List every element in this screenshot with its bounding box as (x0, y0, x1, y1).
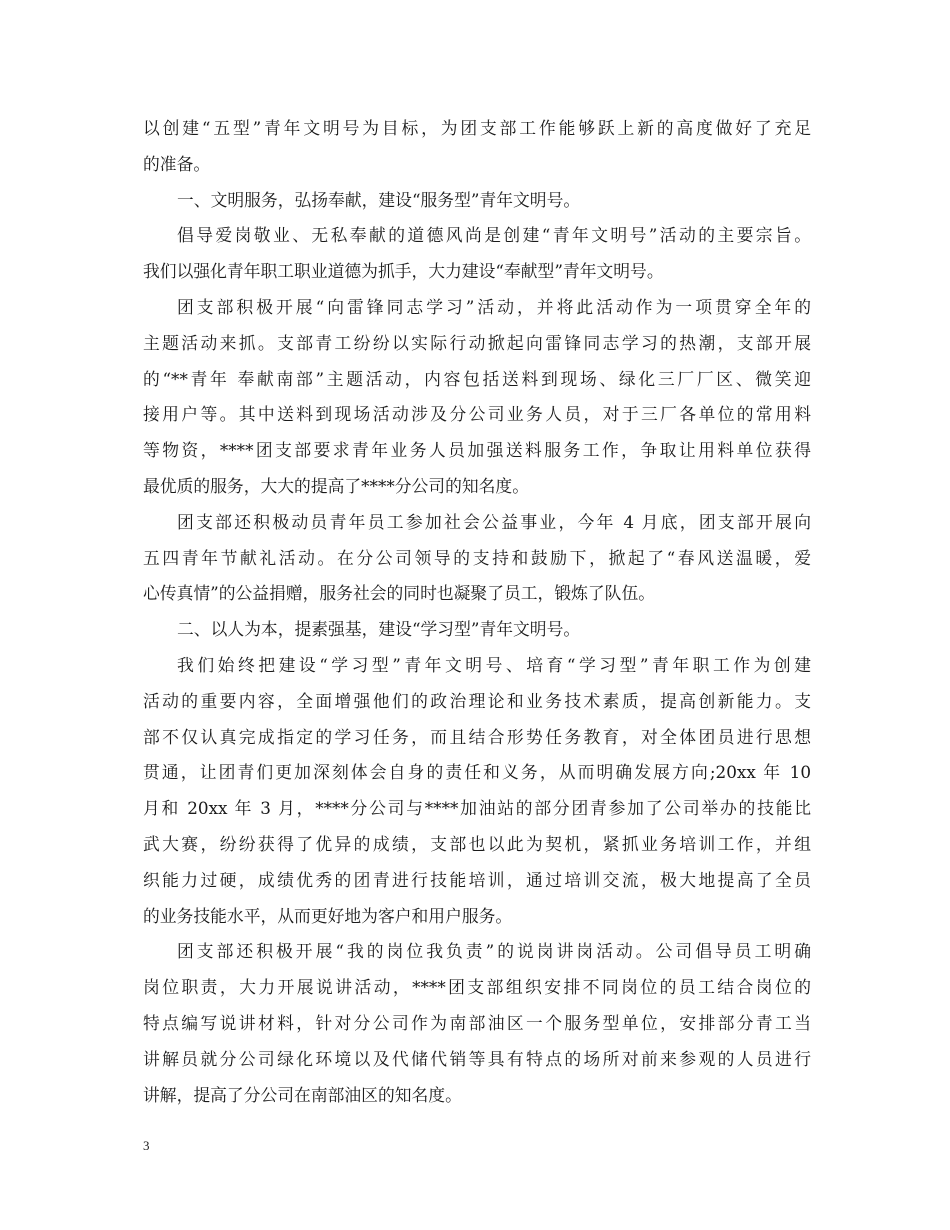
text-line (143, 433, 811, 469)
text-line-content: 二、以人为本，提素强基，建设“学习型”青年文明号。 (177, 619, 581, 640)
text-line-content: 活动的重要内容，全面增强他们的政治理论和业务技术素质，提高创新能力。支 (143, 690, 811, 711)
text-line (143, 612, 811, 648)
text-line-content: 讲解员就分公司绿化环境以及代储代销等具有特点的场所对前来参观的人员进行 (143, 1048, 811, 1069)
text-line-content: 贯通，让团青们更加深刻体会自身的责任和义务，从而明确发展方向;20xx 年 10 (143, 762, 811, 783)
text-line-content: 的业务技能水平，从而更好地为客户和用户服务。 (143, 905, 513, 926)
text-line (143, 576, 811, 612)
text-line-content: 织能力过硬，成绩优秀的团青进行技能培训，通过培训交流，极大地提高了全员 (143, 869, 811, 890)
text-line-content: 一、文明服务，弘扬奉献，建设“服务型”青年文明号。 (177, 189, 581, 210)
text-line-content: 我们始终把建设“学习型”青年文明号、培育“学习型”青年职工作为创建 (177, 654, 811, 675)
text-line (143, 1042, 811, 1078)
text-line (143, 326, 811, 362)
text-line (143, 863, 811, 899)
text-line-content: 接用户等。其中送料到现场活动涉及分公司业务人员，对于三厂各单位的常用料 (143, 404, 811, 425)
text-line (143, 147, 811, 183)
text-line (143, 397, 811, 433)
text-line (143, 290, 811, 326)
text-line-content: 团支部还积极动员青年员工参加社会公益事业，今年 4 月底，团支部开展向 (177, 511, 811, 532)
text-line (143, 1006, 811, 1042)
text-line (143, 899, 811, 935)
text-line-content: 的准备。 (143, 153, 211, 174)
text-line (143, 362, 811, 398)
text-line-content: 倡导爱岗敬业、无私奉献的道德风尚是创建“青年文明号”活动的主要宗旨。 (177, 225, 811, 246)
text-line-content: 五四青年节献礼活动。在分公司领导的支持和鼓励下，掀起了“春风送温暖，爱 (143, 547, 811, 568)
text-line (143, 720, 811, 756)
text-line (143, 254, 811, 290)
text-line-content: 部不仅认真完成指定的学习任务，而且结合形势任务教育，对全体团员进行思想 (143, 726, 811, 747)
text-line (143, 970, 811, 1006)
text-line-content: 月和 20xx 年 3 月，****分公司与****加油站的部分团青参加了公司举办的技能比 (143, 798, 811, 819)
text-line (143, 648, 811, 684)
text-line-content: 团支部积极开展“向雷锋同志学习”活动，并将此活动作为一项贯穿全年的 (177, 296, 811, 317)
text-line (143, 111, 811, 147)
text-line-content: 心传真情”的公益捐赠，服务社会的同时也凝聚了员工，锻炼了队伍。 (143, 583, 656, 604)
text-line (143, 1078, 811, 1114)
text-line (143, 183, 811, 219)
text-line (143, 755, 811, 791)
text-line (143, 218, 811, 254)
text-line-content: 的“**青年 奉献南部”主题活动，内容包括送料到现场、绿化三厂厂区、微笑迎 (143, 368, 811, 389)
text-line (143, 469, 811, 505)
text-line (143, 934, 811, 970)
text-line-content: 我们以强化青年职工职业道德为抓手，大力建设“奉献型”青年文明号。 (143, 261, 664, 282)
text-line-content: 最优质的服务，大大的提高了****分公司的知名度。 (143, 475, 529, 496)
text-line-content: 岗位职责，大力开展说讲活动，****团支部组织安排不同岗位的员工结合岗位的 (143, 977, 811, 998)
text-line (143, 791, 811, 827)
page-number: 3 (143, 1138, 150, 1153)
text-line (143, 684, 811, 720)
text-line-content: 特点编写说讲材料，针对分公司作为南部油区一个服务型单位，安排部分青工当 (143, 1012, 811, 1033)
text-line-content: 以创建“五型”青年文明号为目标，为团支部工作能够跃上新的高度做好了充足 (143, 118, 811, 138)
text-line-content: 主题活动来抓。支部青工纷纷以实际行动掀起向雷锋同志学习的热潮，支部开展 (143, 332, 811, 353)
text-line-content: 团支部还积极开展“我的岗位我负责”的说岗讲岗活动。公司倡导员工明确 (177, 941, 811, 962)
text-line (143, 827, 811, 863)
text-line (143, 505, 811, 541)
text-line-content: 等物资，****团支部要求青年业务人员加强送料服务工作，争取让用料单位获得 (143, 440, 811, 461)
text-line-content: 讲解，提高了分公司在南部油区的知名度。 (143, 1084, 462, 1105)
document-body (143, 111, 811, 1113)
text-line (143, 541, 811, 577)
text-line-content: 武大赛，纷纷获得了优异的成绩，支部也以此为契机，紧抓业务培训工作，并组 (143, 833, 811, 854)
